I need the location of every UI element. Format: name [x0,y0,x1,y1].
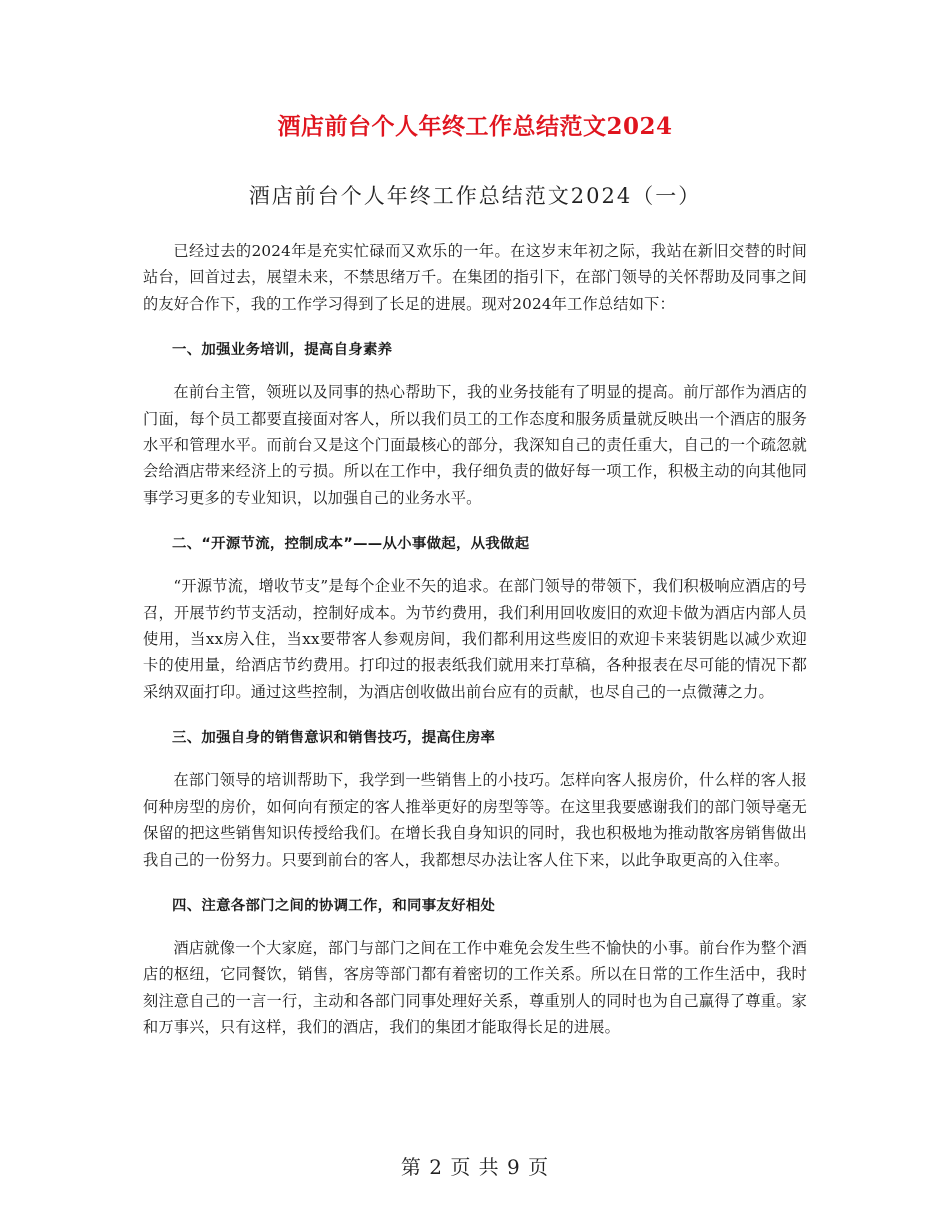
section-paragraph: 在前台主管，领班以及同事的热心帮助下，我的业务技能有了明显的提高。前厅部作为酒店的门面，每个员工都要直接面对客人，所以我们员工的工作态度和服务质量就反映出一个酒店的服务水平和管理水平。而前台又是这个门面最核心的部分，我深知自己的责任重大，自己的一个疏忽就会给酒店带来经济上的亏损。所以在工作中，我仔细负责的做好每一项工作，积极主动的向其他同事学习更多的专业知识，以加强自己的业务水平。 [143,383,807,507]
intro-paragraph: 已经过去的2024年是充实忙碌而又欢乐的一年。在这岁末年初之际，我站在新旧交替的时间站台，回首过去，展望未来，不禁思绪万千。在集团的指引下，在部门领导的关怀帮助及同事之间的友好合作下，我的工作学习得到了长足的进展。现对2024年工作总结如下： [143,242,807,313]
section-paragraph: “开源节流，增收节支”是每个企业不矢的追求。在部门领导的带领下，我们积极响应酒店的号召，开展节约节支活动，控制好成本。为节约费用，我们利用回收废旧的欢迎卡做为酒店内部人员使用，当xx房入住，当xx要带客人参观房间，我们都利用这些废旧的欢迎卡来装钥匙以减少欢迎卡的使用量，给酒店节约费用。打印过的报表纸我们就用来打草稿，各种报表在尽可能的情况下都采纳双面打印。通过这些控制，为酒店创收做出前台应有的贡献，也尽自己的一点微薄之力。 [143,577,807,701]
section-paragraph: 酒店就像一个大家庭，部门与部门之间在工作中难免会发生些不愉快的小事。前台作为整个酒店的枢纽，它同餐饮，销售，客房等部门都有着密切的工作关系。所以在日常的工作生活中，我时刻注意自己的一言一行，主动和各部门同事处理好关系，尊重别人的同时也为自己赢得了尊重。家和万事兴，只有这样，我们的酒店，我们的集团才能取得长足的进展。 [143,938,807,1037]
section-heading: 二、“开源节流，控制成本”——从小事做起，从我做起 [172,536,530,553]
section-heading: 三、加强自身的销售意识和销售技巧，提高住房率 [172,730,496,747]
document-body [143,238,807,1041]
page-number-footer: 第 2 页 共 9 页 [400,1155,550,1179]
section-heading: 四、注意各部门之间的协调工作，和同事友好相处 [172,897,496,914]
section-paragraph: 在部门领导的培训帮助下，我学到一些销售上的小技巧。怎样向客人报房价，什么样的客人报何种房型的房价，如何向有预定的客人推举更好的房型等等。在这里我要感谢我们的部门领导毫无保留的把这些销售知识传授给我们。在增长我自身知识的同时，我也积极地为推动散客房销售做出我自己的一份努力。只要到前台的客人，我都想尽办法让客人住下来，以此争取更高的入住率。 [143,771,807,869]
document-subtitle: 酒店前台个人年终工作总结范文2024（一） [248,184,702,208]
document-title: 酒店前台个人年终工作总结范文2024 [277,113,673,140]
section-heading: 一、加强业务培训，提高自身素养 [172,342,393,359]
